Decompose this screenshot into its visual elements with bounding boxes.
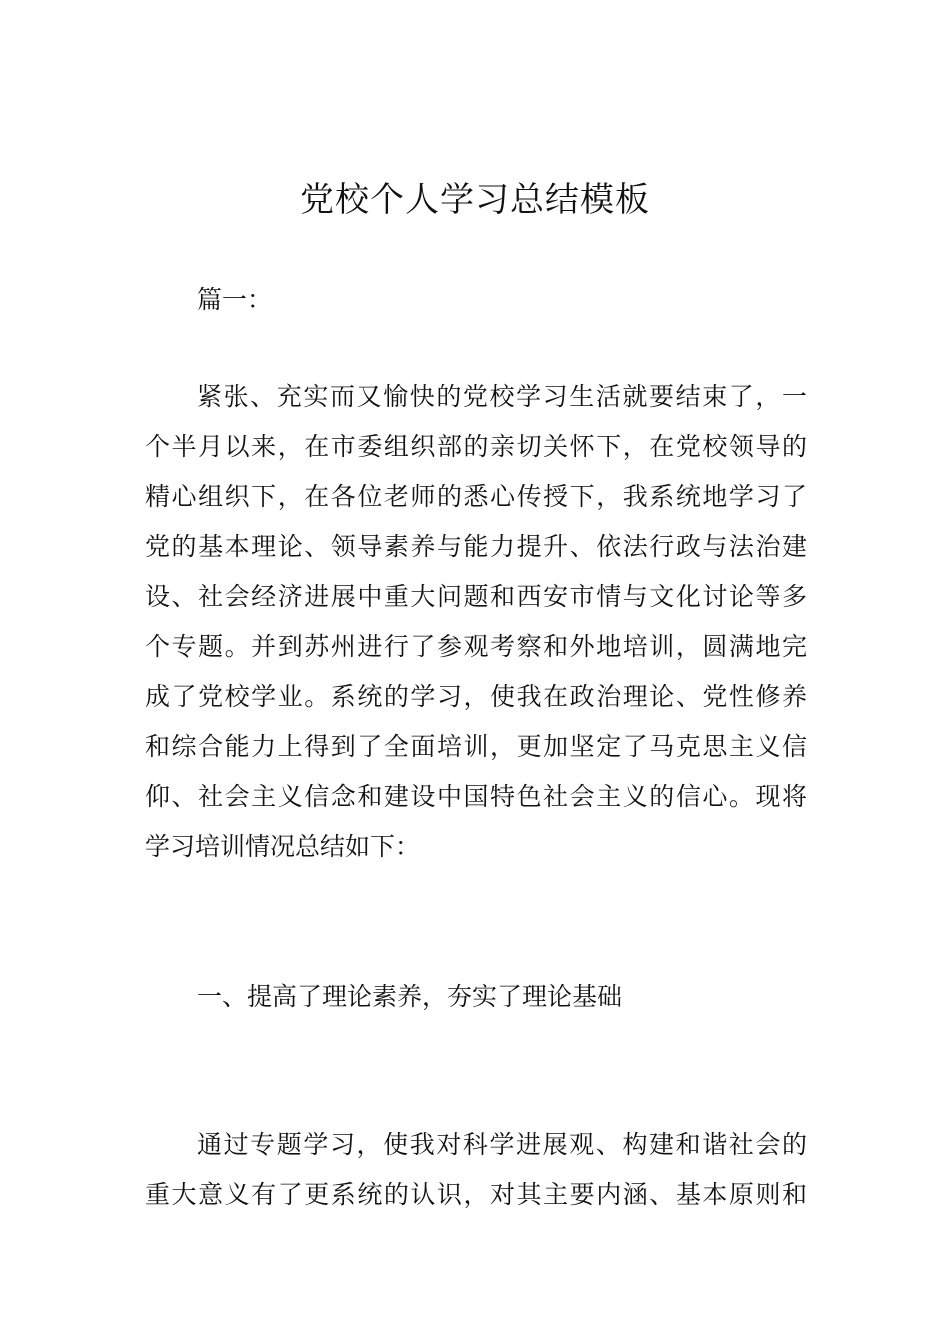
- section-label: 篇一：: [197, 285, 273, 314]
- document-title: 党校个人学习总结模板: [300, 180, 650, 220]
- paragraph-line: 学习培训情况总结如下：: [145, 832, 421, 861]
- paragraph-line: 重大意义有了更系统的认识，对其主要内涵、基本原则和: [145, 1180, 807, 1209]
- section-heading: 一、提高了理论素养，夯实了理论基础: [197, 982, 623, 1011]
- paragraph-line: 和综合能力上得到了全面培训，更加坚定了马克思主义信: [145, 732, 807, 761]
- paragraph-line: 党的基本理论、领导素养与能力提升、依法行政与法治建: [145, 532, 807, 561]
- paragraph-line: 个半月以来，在市委组织部的亲切关怀下，在党校领导的: [145, 432, 807, 461]
- paragraph-line: 精心组织下，在各位老师的悉心传授下，我系统地学习了: [145, 482, 807, 511]
- paragraph-line: 紧张、充实而又愉快的党校学习生活就要结束了，一: [197, 382, 807, 411]
- paragraph-line: 个专题。并到苏州进行了参观考察和外地培训，圆满地完: [145, 632, 807, 661]
- paragraph-line: 设、社会经济进展中重大问题和西安市情与文化讨论等多: [145, 582, 807, 611]
- paragraph-line: 成了党校学业。系统的学习，使我在政治理论、党性修养: [145, 682, 807, 711]
- paragraph-line: 仰、社会主义信念和建设中国特色社会主义的信心。现将: [145, 782, 807, 811]
- paragraph-line: 通过专题学习，使我对科学进展观、构建和谐社会的: [197, 1130, 807, 1159]
